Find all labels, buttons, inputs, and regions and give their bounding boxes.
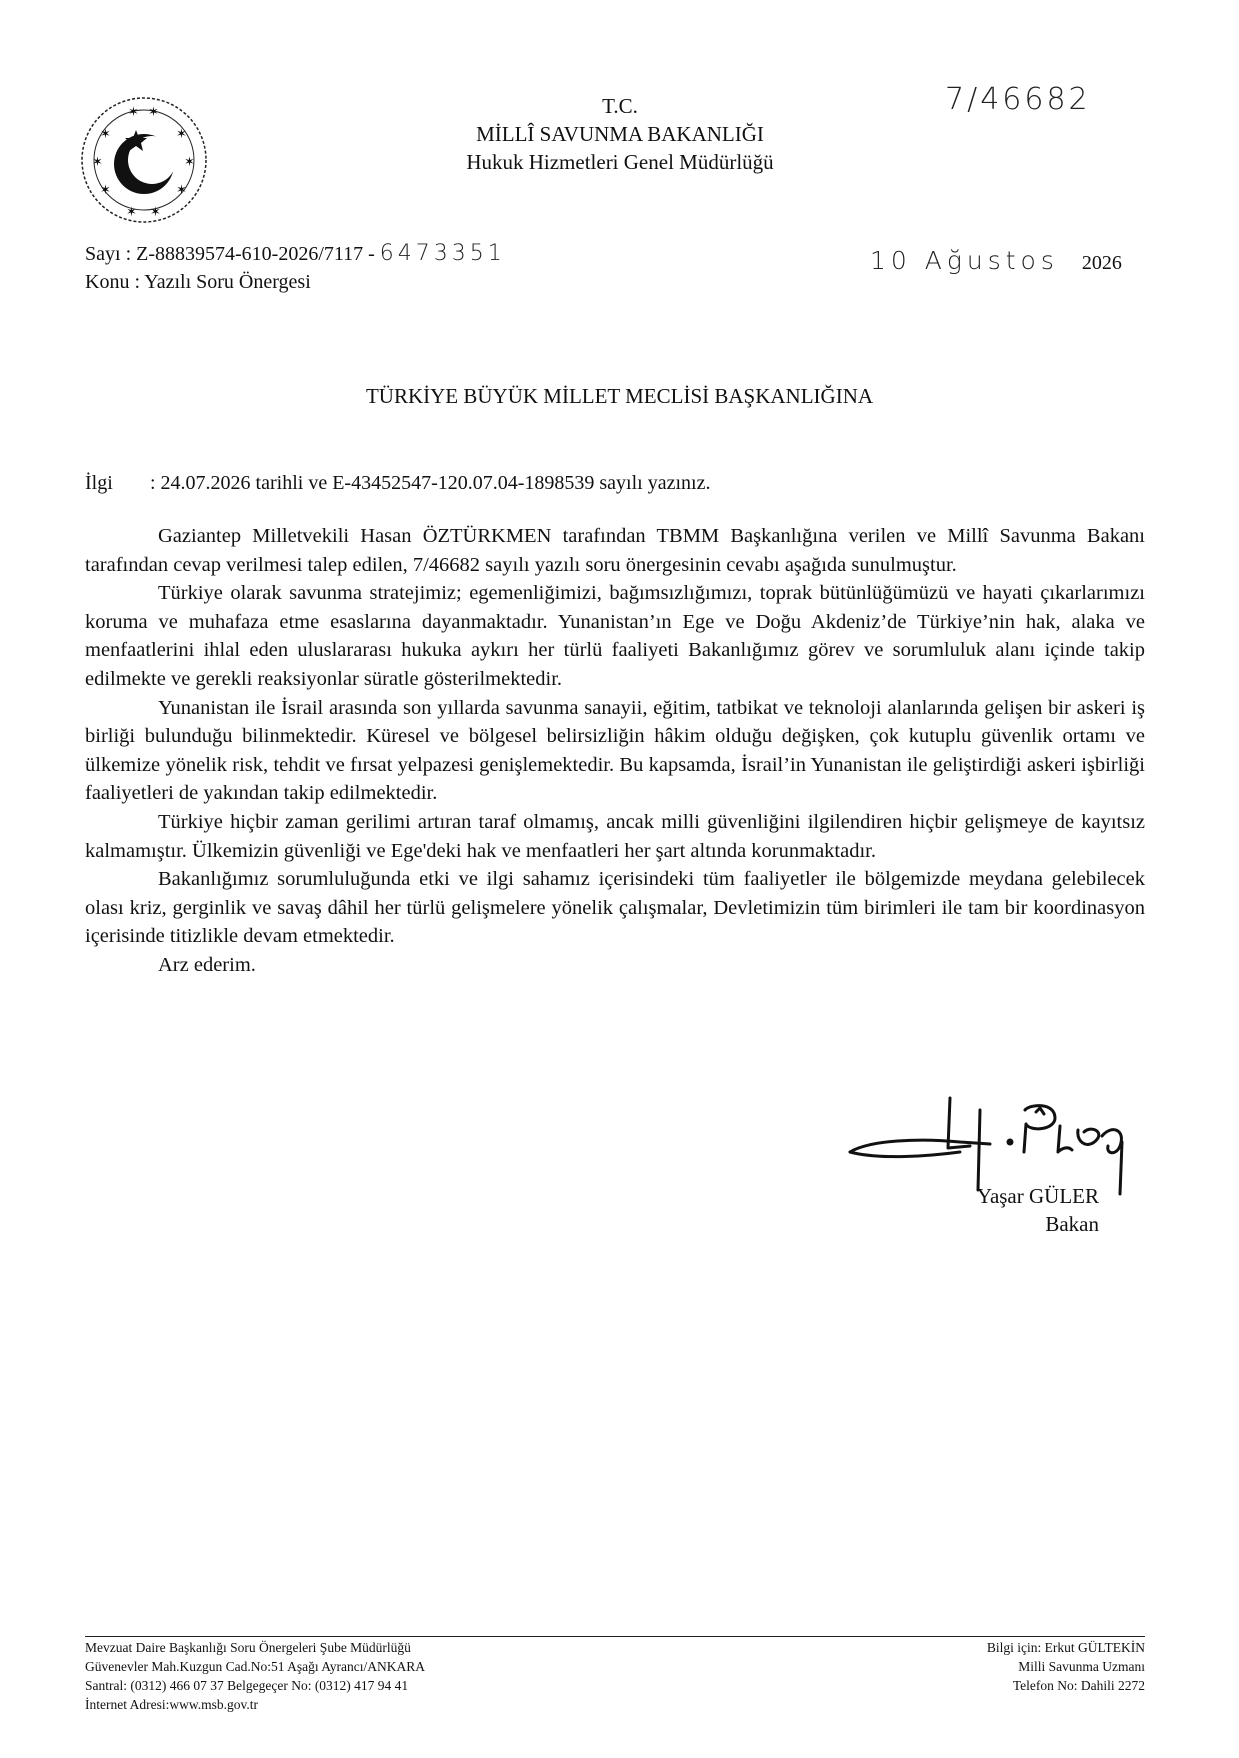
footer-contact-line: Milli Savunma Uzmanı xyxy=(1018,1659,1145,1674)
ilgi-label: İlgi xyxy=(85,472,113,494)
svg-text:✶: ✶ xyxy=(176,183,187,198)
signature-block xyxy=(977,1182,1099,1238)
closing-line: Arz ederim. xyxy=(158,953,256,976)
footer-divider xyxy=(85,1636,1145,1637)
footer-contact-line: Telefon No: Dahili 2272 xyxy=(1012,1678,1145,1693)
handwritten-reference: 7/46682 xyxy=(945,82,1091,117)
letterhead-line-tc: T.C. xyxy=(602,94,638,118)
date-handwritten: 10 Ağustos xyxy=(870,246,1059,275)
recipient-heading: TÜRKİYE BÜYÜK MİLLET MECLİSİ BAŞKANLIĞINA xyxy=(365,384,874,408)
body-paragraph: Gaziantep Milletvekili Hasan ÖZTÜRKMEN tarafından TBMM Başkanlığına verilen ve Millî Savunma Bakanı tarafından cevap verilmesi talep edilen, 7/46682 sayılı yazılı soru önergesinin cevabı aşağıda sunulmuştur. xyxy=(85,525,1145,576)
svg-text:✶: ✶ xyxy=(92,155,103,170)
body-paragraph: Bakanlığımız sorumluluğunda etki ve ilgi sahamız içerisindeki tüm faaliyetler ile bölgemizde meydana gelebilecek olası kriz, gerginlik ve savaş dâhil her türlü gelişmelere yönelik çalışmalar, Devletimizin tüm birimleri ile tam bir koordinasyon içerisinde titizlikle devam etmektedir. xyxy=(85,868,1145,948)
svg-text:✶: ✶ xyxy=(150,205,161,220)
date-year: 2026 xyxy=(1081,252,1122,274)
signatory-name: Yaşar GÜLER xyxy=(976,1184,1099,1208)
footer-address xyxy=(85,1638,425,1714)
sayi-value: : Z-88839574-610-2026/7117 - xyxy=(125,243,375,265)
ilgi-text: : 24.07.2026 tarihli ve E-43452547-120.07.04-1898539 sayılı yazınız. xyxy=(150,472,711,494)
footer-address-line: Güvenevler Mah.Kuzgun Cad.No:51 Aşağı Ayrancı/ANKARA xyxy=(85,1659,425,1674)
footer-contact-line: Bilgi için: Erkut GÜLTEKİN xyxy=(986,1640,1145,1655)
svg-text:✶: ✶ xyxy=(184,155,195,170)
footer-contact xyxy=(987,1638,1145,1695)
footer-address-line: Mevzuat Daire Başkanlığı Soru Önergeleri Şube Müdürlüğü xyxy=(85,1640,411,1655)
signatory-title: Bakan xyxy=(1045,1212,1099,1236)
konu-value: : Yazılı Soru Önergesi xyxy=(134,271,311,293)
reference-block xyxy=(85,240,506,296)
ilgi-line xyxy=(85,472,710,495)
konu-line xyxy=(85,268,506,296)
konu-label: Konu xyxy=(85,271,130,293)
body-paragraph: Türkiye hiçbir zaman gerilimi artıran taraf olmamış, ancak milli güvenliğini ilgilendiren hiçbir gelişmeye de kayıtsız kalmamıştır. Ülkemizin güvenliği ve Ege'deki hak ve menfaatleri her şart altında korunmaktadır. xyxy=(85,810,1145,862)
date-block xyxy=(870,246,1122,275)
svg-text:✶: ✶ xyxy=(176,127,187,142)
svg-text:✶: ✶ xyxy=(128,105,139,120)
sayi-line xyxy=(85,240,506,268)
footer-address-line: İnternet Adresi:www.msb.gov.tr xyxy=(85,1697,258,1712)
sayi-label: Sayı xyxy=(85,243,121,265)
letter-body xyxy=(85,522,1145,980)
sayi-handwritten: 6473351 xyxy=(379,241,506,266)
body-paragraph: Yunanistan ile İsrail arasında son yıllarda savunma sanayii, eğitim, tatbikat ve teknoloji alanlarında gelişen bir askeri iş birliği bulunduğu bilinmektedir. Küresel ve bölgesel belirsizliğin hâkim olduğu değişken, çok kutuplu güvenlik ortamı ve ülkemize yönelik risk, tehdit ve fırsat yelpazesi genişlemektedir. Bu kapsamda, İsrail’in Yunanistan ile geliştirdiği askeri işbirliği faaliyetleri de yakından takip edilmektedir. xyxy=(85,696,1145,805)
letterhead xyxy=(400,92,840,176)
svg-text:✶: ✶ xyxy=(148,105,159,120)
body-paragraph: Türkiye olarak savunma stratejimiz; egemenliğimizi, bağımsızlığımızı, toprak bütünlüğümüzü ve hayati çıkarlarımızı koruma ve muhafaza etme esaslarına dayanmaktadır. Yunanistan’ın Ege ve Doğu Akdeniz’de Türkiye’nin hak, alaka ve menfaatlerini ihlal eden uluslararası hukuka aykırı her türlü faaliyeti Bakanlığımız görev ve sorumluluk alanı içinde takip edilmekte ve gerekli reaksiyonlar süratle gösterilmektedir. xyxy=(85,582,1145,690)
letterhead-ministry: MİLLÎ SAVUNMA BAKANLIĞI xyxy=(476,122,764,146)
svg-text:✶: ✶ xyxy=(100,183,111,198)
footer-address-line: Santral: (0312) 466 07 37 Belgegeçer No: (0312) 417 94 41 xyxy=(85,1678,409,1693)
ministry-emblem xyxy=(78,94,210,226)
svg-text:✶: ✶ xyxy=(100,127,111,142)
svg-text:✶: ✶ xyxy=(126,205,137,220)
letterhead-directorate: Hukuk Hizmetleri Genel Müdürlüğü xyxy=(466,150,774,174)
